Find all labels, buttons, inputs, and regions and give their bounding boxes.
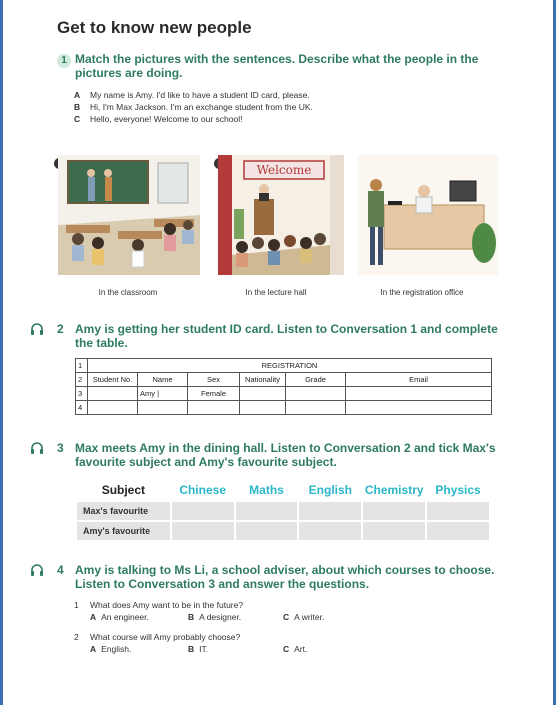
row-number: 4 (76, 401, 88, 415)
q2-heading (57, 322, 498, 350)
picture-2-caption: In the lecture hall (245, 288, 307, 297)
q1-sentence-c: C Hello, everyone! Welcome to our school! (74, 114, 243, 124)
header-nationality: Nationality (240, 373, 286, 387)
registration-table (75, 358, 492, 415)
q4-q2-option-a[interactable]: A English. (90, 644, 132, 654)
subject-physics: Physics (435, 482, 481, 497)
header-grade: Grade (286, 373, 346, 387)
cell-input[interactable] (346, 401, 492, 415)
registration-title: REGISTRATION (88, 359, 492, 373)
cell-nationality-input[interactable] (240, 387, 286, 401)
tick-cell[interactable] (298, 501, 362, 521)
subject-header: Subject (101, 482, 146, 497)
row-number: 1 (76, 359, 88, 373)
cell-grade-input[interactable] (286, 387, 346, 401)
q1-instruction: Match the pictures with the sentences. Describe what the people in the pictures are doing. (75, 52, 479, 80)
q3-heading (57, 441, 496, 469)
tick-cell[interactable] (362, 521, 426, 541)
table-row (76, 501, 490, 521)
q1-heading (57, 52, 479, 80)
subject-chemistry: Chemistry (364, 482, 424, 497)
picture-3-caption: In the registration office (380, 288, 464, 297)
q1-number: 1 (57, 54, 71, 68)
subject-maths: Maths (249, 482, 284, 497)
q4-q1-option-a[interactable]: A An engineer. (90, 612, 149, 622)
cell-input[interactable] (88, 401, 138, 415)
tick-cell[interactable] (171, 521, 235, 541)
row-label-max: Max's favourite (76, 501, 171, 521)
table-row (76, 521, 490, 541)
cell-input[interactable] (240, 401, 286, 415)
q4-q2-option-b[interactable]: B IT. (188, 644, 209, 654)
q3-instruction: Max meets Amy in the dining hall. Listen to Conversation 2 and tick Max's favourite subject and Amy's favourite subject. (75, 441, 496, 469)
q4-question-1: 1 What does Amy want to be in the future? (74, 600, 244, 610)
tick-cell[interactable] (235, 501, 299, 521)
cell-student-no-input[interactable] (88, 387, 138, 401)
q1-sentence-b: B Hi, I'm Max Jackson. I'm an exchange student from the UK. (74, 102, 313, 112)
q4-heading (57, 563, 495, 591)
header-name: Name (138, 373, 188, 387)
tick-cell[interactable] (426, 501, 490, 521)
subject-chinese: Chinese (179, 482, 226, 497)
subject-english: English (308, 482, 353, 497)
tick-cell[interactable] (298, 521, 362, 541)
q4-q1-option-c[interactable]: C A writer. (283, 612, 325, 622)
cell-sex[interactable]: Female (188, 387, 240, 401)
picture-1-caption: In the classroom (98, 288, 158, 297)
page-title: Get to know new people (57, 18, 252, 37)
table-row (76, 387, 492, 401)
tick-cell[interactable] (362, 501, 426, 521)
left-page-border (0, 0, 3, 705)
registration-office-illustration (358, 155, 498, 275)
headphones-icon[interactable] (30, 563, 44, 577)
row-label-amy: Amy's favourite (76, 521, 171, 541)
q1-sentence-a: A My name is Amy. I'd like to have a student ID card, please. (74, 90, 310, 100)
tick-cell[interactable] (426, 521, 490, 541)
headphones-icon[interactable] (30, 441, 44, 455)
cell-input[interactable] (138, 401, 188, 415)
q4-number: 4 (57, 563, 64, 577)
table-row (76, 359, 492, 373)
table-row (76, 479, 490, 501)
cell-input[interactable] (188, 401, 240, 415)
q4-q2-option-c[interactable]: C Art. (283, 644, 308, 654)
q3-number: 3 (57, 441, 64, 455)
favourite-subject-table (75, 479, 491, 542)
tick-cell[interactable] (235, 521, 299, 541)
header-sex: Sex (188, 373, 240, 387)
cell-name-input[interactable]: Amy | (138, 387, 188, 401)
row-number: 2 (76, 373, 88, 387)
classroom-illustration (58, 155, 200, 275)
table-row (76, 373, 492, 387)
q2-number: 2 (57, 322, 64, 336)
q2-instruction: Amy is getting her student ID card. Listen to Conversation 1 and complete the table. (75, 322, 498, 350)
q4-q1-option-b[interactable]: B A designer. (188, 612, 242, 622)
row-number: 3 (76, 387, 88, 401)
header-email: Email (346, 373, 492, 387)
q4-instruction: Amy is talking to Ms Li, a school adviser, about which courses to choose. Listen to Conversation 3 and answer the questions. (75, 563, 495, 591)
cell-input[interactable] (286, 401, 346, 415)
cell-email-input[interactable] (346, 387, 492, 401)
headphones-icon[interactable] (30, 322, 44, 336)
tick-cell[interactable] (171, 501, 235, 521)
table-row (76, 401, 492, 415)
header-student-no: Student No. (88, 373, 138, 387)
q4-question-2: 2 What course will Amy probably choose? (74, 632, 241, 642)
lecture-hall-illustration (218, 155, 344, 275)
welcome-sign-text: Welcome (256, 163, 312, 177)
